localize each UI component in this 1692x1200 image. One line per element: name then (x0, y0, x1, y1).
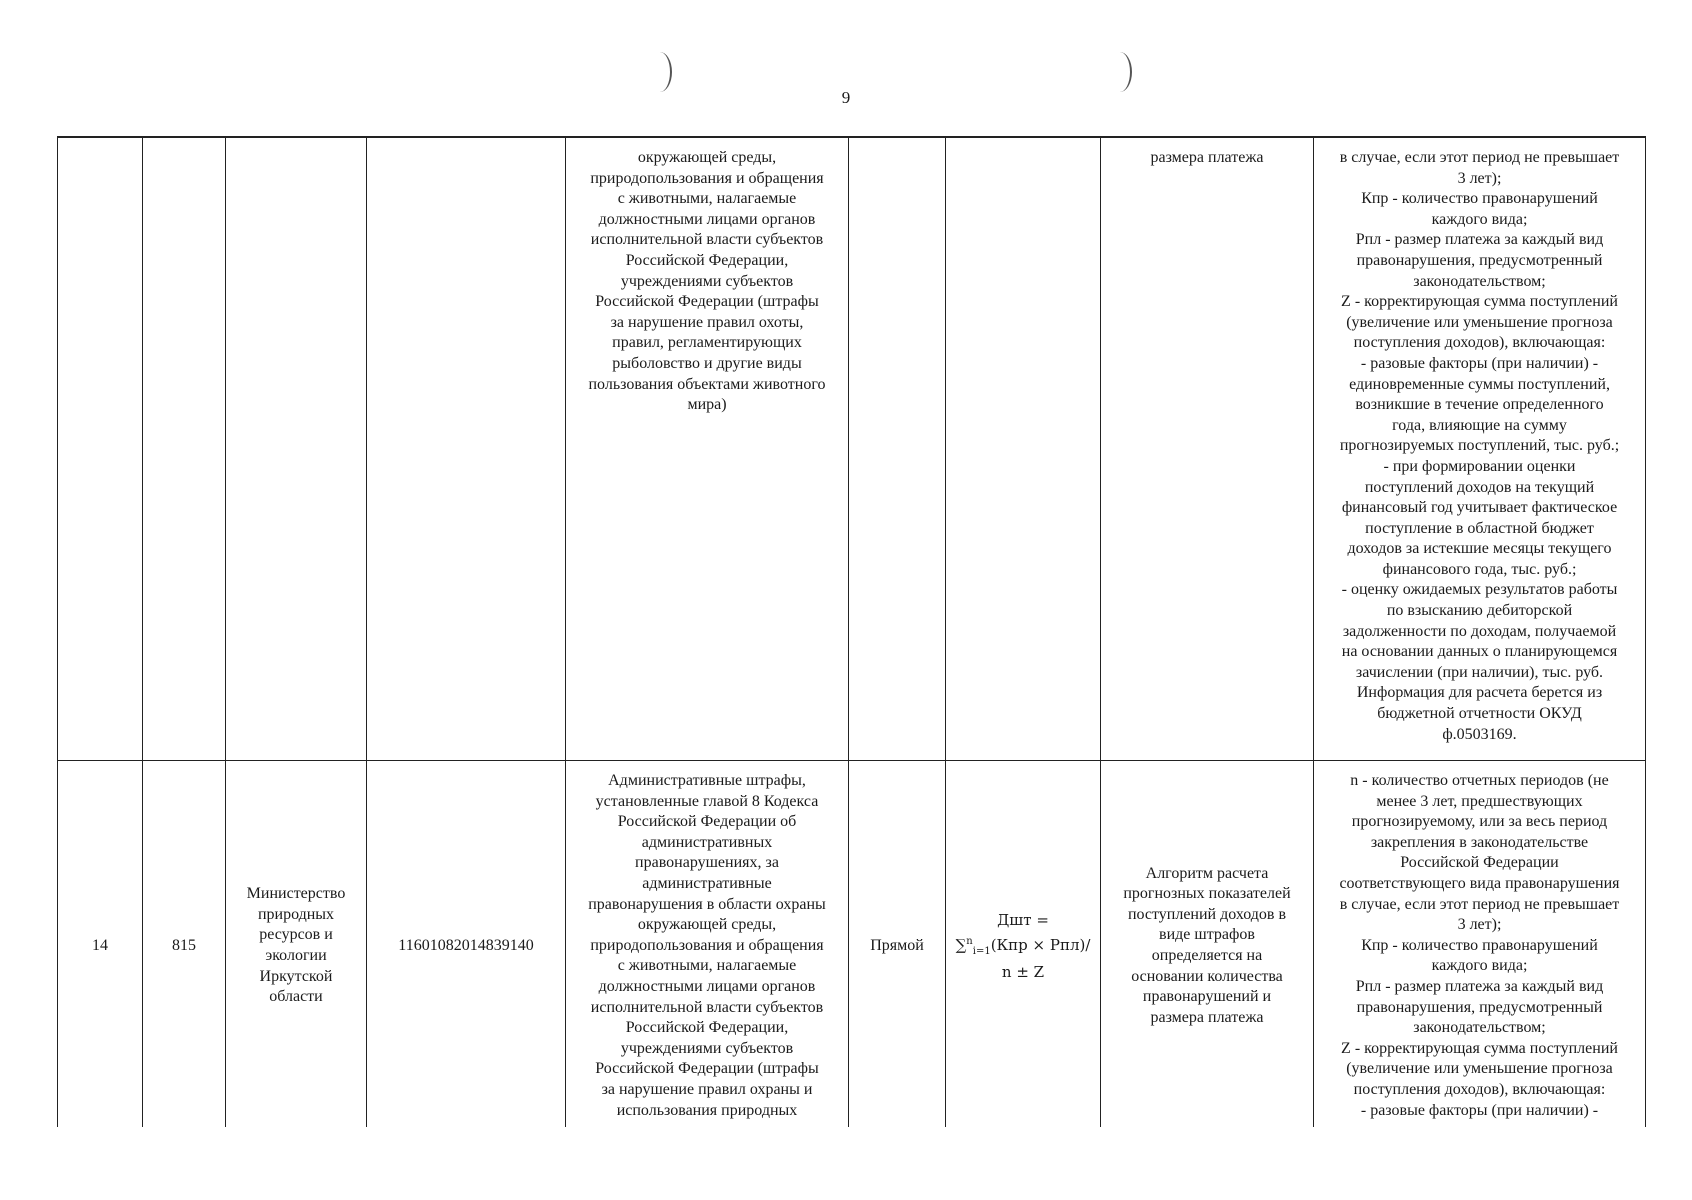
cell-admin-empty (226, 137, 367, 761)
revenue-forecast-table (57, 136, 1646, 1127)
admin-code: 815 (172, 936, 196, 954)
formula-sum-upper: n (966, 935, 973, 947)
punch-hole-right (1108, 52, 1132, 92)
kbk-code: 11601082014839140 (398, 936, 534, 954)
notes-text: в случае, если этот период не превышает 3 лет); Кпр - количество правонарушений каждого вида; Рпл - размер платежа за каждый вид правонарушения, предусмотренный законодательством; Z - корректирующая сумма поступлений (увеличение или уменьшение прогноза поступления доходов), включающая: - разовые факторы (при наличии) - единовременные суммы поступлений, возникшие в течение определенного года, влияющие на сумму прогнозируемых поступлений, тыс. руб.; - при формировании оценки поступлений доходов на текущий финансовый год учитывает фактическое поступление в областной бюджет доходов за истекшие месяцы текущего финансового года, тыс. руб.; - оценку ожидаемых результатов работы по взысканию дебиторской задолженности по доходам, получаемой на основании данных о планирующемся зачислении (при наличии), тыс. руб. Информация для расчета берется из бюджетной отчетности ОКУД ф.0503169. (1339, 149, 1620, 743)
formula-sum-symbol: ∑ (955, 935, 967, 954)
table-row-continued (58, 137, 1646, 761)
description-text: Административные штрафы, установленные главой 8 Кодекса Российской Федерации об административных правонарушениях, за административные правонарушения в области охраны окружающей среды, природопользования и обращения с животными, налагаемые должностными лицами органов исполнительной власти субъектов Российской Федерации, учреждениями субъектов Российской Федерации (штрафы за нарушение правил охраны и использования природных (588, 772, 826, 1119)
formula-sum-lower: i=1 (972, 945, 991, 957)
formula-lhs: Дшт = (997, 910, 1049, 929)
description-text: окружающей среды, природопользования и обращения с животными, налагаемые должностными лицами органов исполнительной власти субъектов Российской Федерации, учреждениями субъектов Российской Федерации (штрафы за нарушение правил охоты, правил, регламентирующих рыболовство и другие виды пользования объектами животного мира) (588, 149, 826, 414)
cell-description (566, 137, 849, 761)
cell-kbk-empty (367, 137, 566, 761)
cell-kbk (367, 761, 566, 1128)
cell-code-empty (143, 137, 226, 761)
formula-tail: n ± Z (1001, 962, 1045, 981)
cell-notes (1314, 137, 1646, 761)
cell-algorithm (1101, 761, 1314, 1128)
cell-num-empty (58, 137, 143, 761)
cell-description (566, 761, 849, 1128)
admin-name: Министерство природных ресурсов и экологии Иркутской области (246, 885, 346, 1006)
cell-notes (1314, 761, 1646, 1128)
cell-formula (946, 761, 1101, 1128)
cell-algorithm (1101, 137, 1314, 761)
notes-text: n - количество отчетных периодов (не менее 3 лет, предшествующих прогнозируемому, или за весь период закрепления в законодательстве Российской Федерации соответствующего вида правонарушения в случае, если этот период не превышает 3 лет); Кпр - количество правонарушений каждого вида; Рпл - размер платежа за каждый вид правонарушения, предусмотренный законодательством; Z - корректирующая сумма поступлений (увеличение или уменьшение прогноза поступления доходов), включающая: - разовые факторы (при наличии) - (1339, 772, 1620, 1119)
table-row-14 (58, 761, 1646, 1128)
cell-formula-empty (946, 137, 1101, 761)
formula-body: (Кпр × Рпл)/ (990, 935, 1091, 954)
forecast-formula (951, 910, 1095, 983)
algorithm-text: Алгоритм расчета прогнозных показателей поступлений доходов в виде штрафов определяется на основании количества правонарушений и размера платежа (1123, 864, 1291, 1026)
cell-method (849, 761, 946, 1128)
formula-sum-line (951, 931, 1095, 962)
algorithm-text: размера платежа (1150, 149, 1264, 166)
page-number: 9 (841, 88, 851, 107)
method-text: Прямой (870, 936, 924, 954)
cell-admin (226, 761, 367, 1128)
cell-method-empty (849, 137, 946, 761)
cell-code (143, 761, 226, 1128)
row-number: 14 (92, 936, 108, 954)
punch-hole-left (648, 52, 672, 92)
cell-num (58, 761, 143, 1128)
